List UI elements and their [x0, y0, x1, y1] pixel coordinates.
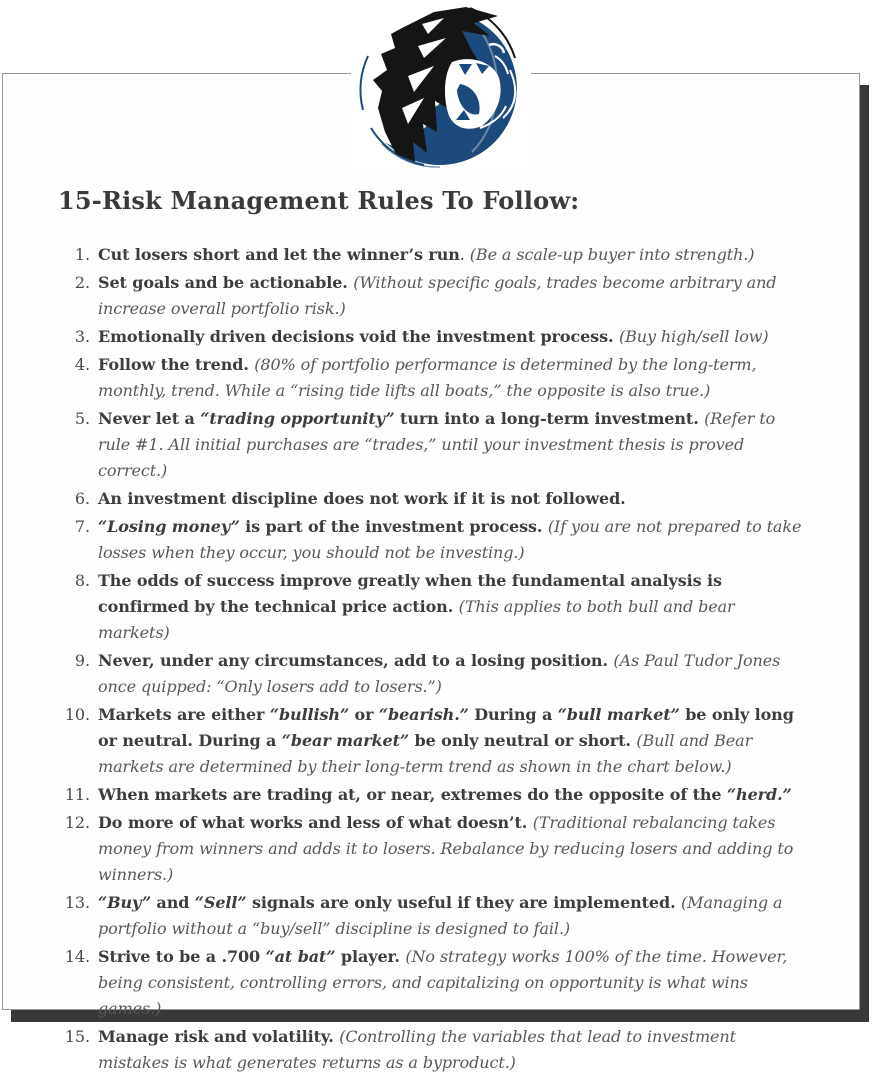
bull-bear-globe-icon: [351, 4, 531, 169]
rule-item: [74, 514, 807, 566]
rules-list: [58, 242, 807, 1076]
rule-text-segment: (Controlling the variables that lead to investment mistakes is what generates returns as a byproduct.): [98, 1027, 736, 1072]
rule-number: 11.: [64, 785, 90, 804]
rule-number: 3.: [74, 327, 90, 346]
rule-text-segment: Markets are either: [98, 705, 270, 724]
content-card: [2, 73, 860, 1072]
rule-text-segment: (Traditional rebalancing takes money from winners and adds it to losers. Rebalance by reducing losers and adding to winners.): [98, 813, 794, 884]
rule-item: [74, 406, 807, 484]
rule-text-segment: (If you are not prepared to take losses when they occur, you should not be investing.): [98, 517, 802, 562]
rule-number: 12.: [64, 813, 90, 832]
rule-text-segment: (No strategy works 100% of the time. However, being consistent, controlling errors, and capitalizing on opportunity is what wins games.): [98, 947, 788, 1018]
rule-number: 6.: [74, 489, 90, 508]
page-title: 15-Risk Management Rules To Follow:: [58, 186, 580, 215]
rule-item: [64, 1024, 807, 1076]
rule-number: 13.: [64, 893, 90, 912]
rule-number: 5.: [74, 409, 90, 428]
rule-text-segment: “bull market”: [557, 705, 680, 724]
rule-text-segment: “trading opportunity”: [200, 409, 395, 428]
rule-text-segment: turn into a long-term investment.: [394, 409, 705, 428]
rule-text-segment: or: [349, 705, 379, 724]
rule-text-segment: The odds of success improve greatly when the fundamental analysis is confirmed by the technical price action.: [98, 571, 722, 616]
rule-item: [64, 702, 807, 780]
rule-number: 1.: [74, 245, 90, 264]
rule-text-segment: Emotionally driven decisions void the investment process.: [98, 327, 619, 346]
rule-item: [64, 944, 807, 1022]
rule-text-segment: When markets are trading at, or near, extremes do the opposite of the: [98, 785, 727, 804]
rule-text-segment: be only long or neutral. During a: [98, 705, 794, 750]
rule-text-segment: Cut losers short and let the winner’s run: [98, 245, 460, 264]
rule-text-segment: (This applies to both bull and bear markets): [98, 597, 735, 642]
rule-number: 9.: [74, 651, 90, 670]
rule-text-segment: is part of the investment process.: [239, 517, 548, 536]
rule-text-segment: Do more of what works and less of what doesn’t.: [98, 813, 533, 832]
rule-number: 10.: [64, 705, 90, 724]
rule-number: 7.: [74, 517, 90, 536]
rule-text-segment: “Buy”: [98, 893, 151, 912]
rule-number: 8.: [74, 571, 90, 590]
rule-item: [64, 890, 807, 942]
rule-text-segment: During a: [468, 705, 558, 724]
rule-item: [74, 242, 807, 268]
rule-text-segment: (Without specific goals, trades become arbitrary and increase overall portfolio risk.): [98, 273, 777, 318]
rule-item: [74, 648, 807, 700]
rule-text-segment: “Sell”: [194, 893, 247, 912]
rule-text-segment: Strive to be a .700: [98, 947, 266, 966]
rule-text-segment: Follow the trend.: [98, 355, 255, 374]
rule-text-segment: Never, under any circumstances, add to a losing position.: [98, 651, 614, 670]
rule-item: [64, 810, 807, 888]
rule-text-segment: Set goals and be actionable.: [98, 273, 354, 292]
rule-text-segment: “bear market”: [281, 731, 410, 750]
rule-text-segment: player.: [335, 947, 406, 966]
rule-item: [64, 782, 807, 808]
rule-text-segment: .: [459, 245, 470, 264]
rule-text-segment: “bearish.”: [378, 705, 469, 724]
rule-text-segment: (Refer to rule #1. All initial purchases are “trades,” until your investment thesis is proved correct.): [98, 409, 776, 480]
rule-item: [74, 486, 807, 512]
rule-text-segment: Manage risk and volatility.: [98, 1027, 340, 1046]
rule-text-segment: (Buy high/sell low): [618, 327, 769, 346]
rule-text-segment: (Be a scale-up buyer into strength.): [469, 245, 755, 264]
rule-number: 4.: [74, 355, 90, 374]
rule-number: 15.: [64, 1027, 90, 1046]
rule-text-segment: Never let a: [98, 409, 201, 428]
rule-text-segment: “Losing money”: [98, 517, 240, 536]
rule-text-segment: “herd.”: [726, 785, 792, 804]
rule-item: [74, 324, 807, 350]
rule-text-segment: (As Paul Tudor Jones once quipped: “Only losers add to losers.”): [98, 651, 781, 696]
rule-text-segment: “bullish”: [269, 705, 350, 724]
rule-text-segment: (Managing a portfolio without a “buy/sell” discipline is designed to fail.): [98, 893, 783, 938]
rule-text-segment: “at bat”: [265, 947, 336, 966]
rule-text-segment: (Bull and Bear markets are determined by their long-term trend as shown in the chart below.): [98, 731, 753, 776]
rule-item: [74, 568, 807, 646]
rule-item: [74, 270, 807, 322]
rule-number: 2.: [74, 273, 90, 292]
rule-text-segment: An investment discipline does not work if it is not followed.: [98, 489, 626, 508]
rule-number: 14.: [64, 947, 90, 966]
rule-text-segment: signals are only useful if they are implemented.: [246, 893, 682, 912]
rule-text-segment: be only neutral or short.: [409, 731, 637, 750]
logo: [351, 4, 531, 169]
rule-text-segment: and: [150, 893, 195, 912]
rule-text-segment: (80% of portfolio performance is determined by the long-term, monthly, trend. While a “rising tide lifts all boats,” the opposite is also true.): [98, 355, 757, 400]
rule-item: [74, 352, 807, 404]
